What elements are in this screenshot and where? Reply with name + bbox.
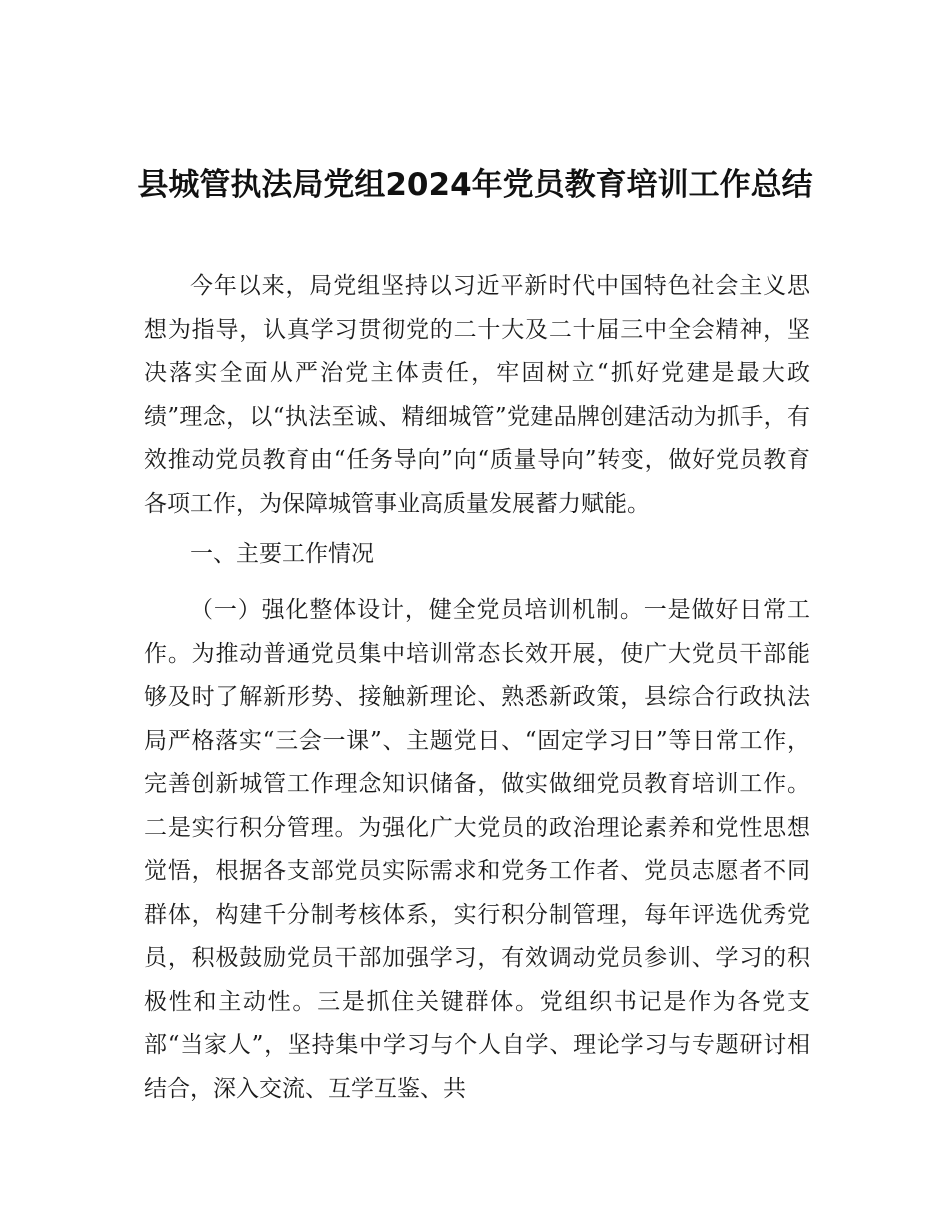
section-heading: 一、主要工作情况 xyxy=(190,541,374,567)
section-paragraph: （一）强化整体设计，健全党员培训机制。一是做好日常工作。为推动普通党员集中培训常态长效开展，使广大党员干部能够及时了解新形势、接触新理论、熟悉新政策，县综合行政执法局严格落实“三会一课”、主题党日、“固定学习日”等日常工作，完善创新城管工作理念知识储备，做实做细党员教育培训工作。二是实行积分管理。为强化广大党员的政治理论素养和党性思想觉悟，根据各支部党员实际需求和党务工作者、党员志愿者不同群体，构建千分制考核体系，实行积分制管理，每年评选优秀党员，积极鼓励党员干部加强学习，有效调动党员参训、学习的积极性和主动性。三是抓住关键群体。党组织书记是作为各党支部“当家人”，坚持集中学习与个人自学、理论学习与专题研讨相结合，深入交流、互学互鉴、共 xyxy=(144,597,810,1102)
document-title: 县城管执法局党组2024年党员教育培训工作总结 xyxy=(137,167,813,203)
intro-paragraph: 今年以来，局党组坚持以习近平新时代中国特色社会主义思想为指导，认真学习贯彻党的二十大及二十届三中全会精神，坚决落实全面从严治党主体责任，牢固树立“抓好党建是最大政绩”理念，以“执法至诚、精细城管”党建品牌创建活动为抓手，有效推动党员教育由“任务导向”向“质量导向”转变，做好党员教育各项工作，为保障城管事业高质量发展蓄力赋能。 xyxy=(144,273,810,517)
